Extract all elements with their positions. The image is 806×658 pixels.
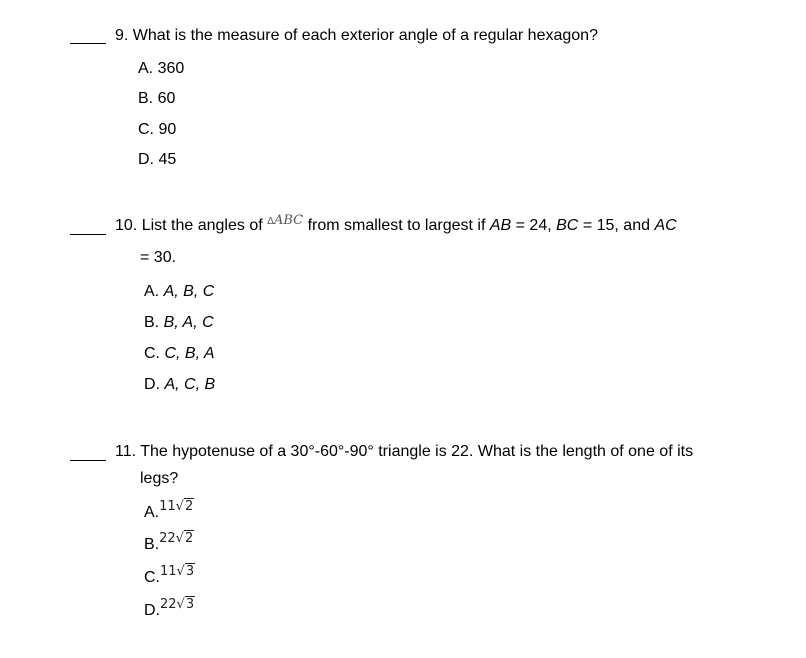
sqrt-icon: √ [175,499,184,514]
triangle-abc [267,213,303,228]
option-d [144,597,195,622]
coefficient: 11 [160,564,177,579]
option-d [144,375,215,395]
question-text: from smallest to largest if [307,217,486,234]
option-c [138,120,176,140]
equals-15: = 15, and [582,217,650,234]
equals-24: = 24, [515,217,552,234]
option-text: 90 [158,121,177,138]
option-text: 45 [158,151,177,168]
triangle-icon: Δ [267,216,274,227]
question-number: 11. [115,443,137,460]
coefficient: 22 [159,531,176,546]
question-number: 10. [115,217,138,234]
question-continuation: = 30. [140,249,177,266]
option-b [144,313,214,333]
radicand: 3 [185,597,195,612]
option-text: C, B, A [164,345,215,362]
option-letter: B. [138,90,154,107]
option-letter: A. [144,283,160,300]
sqrt-icon: √ [176,597,185,612]
option-text: 60 [157,90,176,107]
question-stem [115,213,677,238]
option-b [144,531,194,556]
option-letter: C. [138,121,154,138]
answer-blank[interactable] [70,234,106,235]
option-letter: D. [138,151,154,168]
option-letter: B. [144,314,160,331]
option-letter: C. [144,345,160,362]
question-stem [115,442,693,462]
radicand: 2 [184,531,194,546]
question-number: 9. [115,27,129,44]
segment-bc: BC [556,217,579,234]
option-c [144,564,195,589]
option-a [144,499,194,524]
answer-blank[interactable] [70,460,106,461]
option-letter: B. [144,536,160,553]
option-a [144,282,214,302]
option-c [144,344,215,364]
coefficient: 11 [159,499,176,514]
option-letter: D. [144,376,160,393]
option-letter: A. [144,504,160,521]
option-b [138,89,175,109]
option-letter: D. [144,602,160,619]
option-text: 360 [157,60,185,77]
sqrt-icon: √ [176,564,185,579]
radical-expression [159,499,194,514]
option-text: A, C, B [164,376,216,393]
question-continuation: legs? [140,470,179,487]
radicand: 2 [184,499,194,514]
question-stem [115,26,598,46]
option-a [138,59,184,79]
answer-blank[interactable] [70,43,106,44]
option-d [138,150,176,170]
option-letter: A. [138,60,154,77]
radical-expression [159,531,194,546]
triangle-name: ABC [273,213,304,228]
option-text: B, A, C [163,314,214,331]
radical-expression [160,564,195,579]
option-letter: C. [144,569,160,586]
radical-expression [160,597,195,612]
question-text: The hypotenuse of a 30°-60°-90° triangle is 22. What is the length of one of its [140,443,694,460]
option-text: A, B, C [163,283,215,300]
segment-ab: AB [489,217,512,234]
segment-ac: AC [654,217,677,234]
coefficient: 22 [160,597,177,612]
sqrt-icon: √ [175,531,184,546]
question-text: What is the measure of each exterior angle of a regular hexagon? [132,27,598,44]
radicand: 3 [185,564,195,579]
question-text: List the angles of [141,217,263,234]
